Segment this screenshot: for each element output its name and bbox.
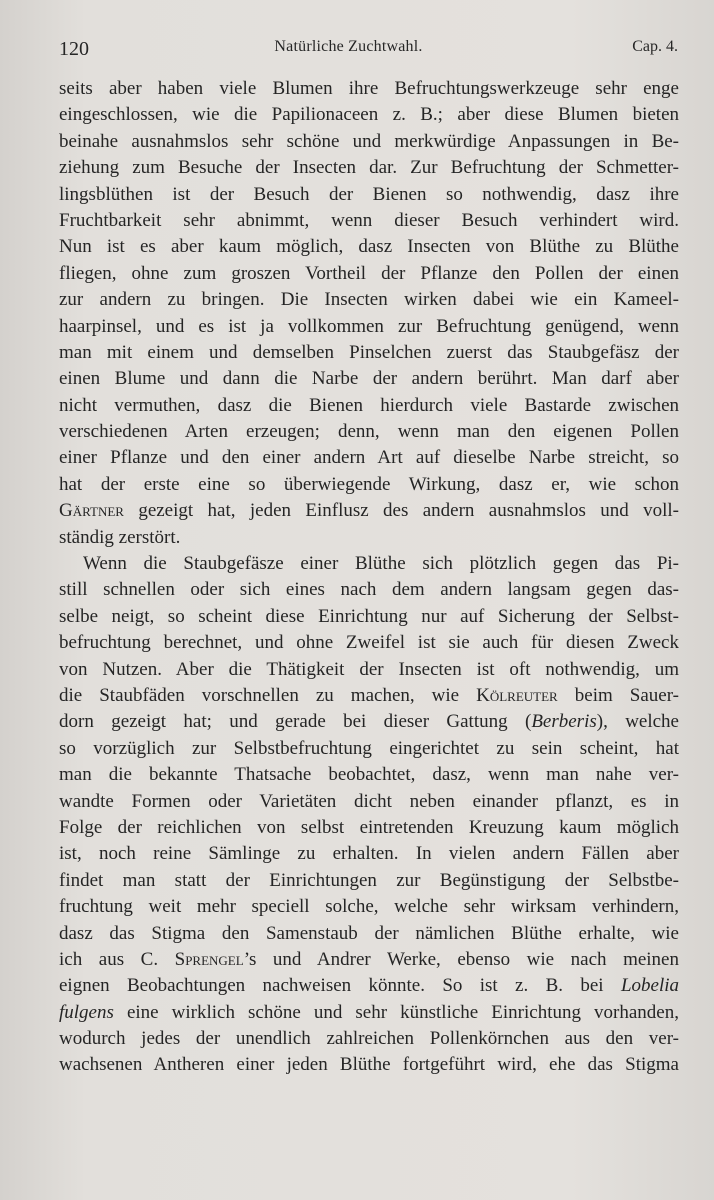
text-line bbox=[59, 604, 679, 630]
text-line bbox=[59, 419, 679, 445]
text-line bbox=[59, 155, 679, 181]
text-line bbox=[59, 736, 679, 762]
text-run: wandte Formen oder Varietäten dicht neben einander pflanzt, es in bbox=[59, 790, 679, 812]
text-run: eignen Beobachtungen nachweisen könnte. So ist z. B. bei bbox=[59, 975, 621, 997]
text-line bbox=[59, 657, 679, 683]
text-line bbox=[59, 393, 679, 419]
text-line bbox=[59, 577, 679, 603]
text-line bbox=[59, 841, 679, 867]
text-run: Nun ist es aber kaum möglich, dasz Insecten von Blüthe zu Blüthe bbox=[59, 236, 679, 258]
text-run: wodurch jedes der unendlich zahlreichen Pollenkörnchen aus den ver- bbox=[59, 1028, 679, 1050]
text-line bbox=[59, 314, 679, 340]
text-line bbox=[59, 894, 679, 920]
text-line bbox=[59, 551, 679, 577]
text-line bbox=[59, 921, 679, 947]
text-line bbox=[59, 182, 679, 208]
text-run: ich aus C. bbox=[59, 948, 175, 970]
text-run: nicht vermuthen, dasz die Bienen hierdurch viele Bastarde zwischen bbox=[59, 394, 679, 416]
text-run: findet man statt der Einrichtungen zur Begünstigung der Selbstbe- bbox=[59, 869, 679, 891]
text-run: selbe neigt, so scheint diese Einrichtung nur auf Sicherung der Selbst- bbox=[59, 605, 679, 627]
author-name: Sprengel bbox=[174, 948, 244, 970]
text-run: hat der erste eine so überwiegende Wirkung, dasz er, wie schon bbox=[59, 473, 679, 495]
text-run: die Staubfäden vorschnellen zu machen, wie bbox=[59, 684, 477, 706]
italic-term: Berberis bbox=[531, 711, 597, 733]
text-line bbox=[59, 683, 679, 709]
text-run: seits aber haben viele Blumen ihre Befruchtungswerkzeuge sehr enge bbox=[59, 78, 679, 99]
text-run: gezeigt hat, jeden Einflusz des andern ausnahmslos und voll- bbox=[123, 500, 679, 522]
text-line bbox=[59, 525, 679, 551]
text-line bbox=[59, 102, 679, 128]
text-line bbox=[59, 76, 679, 102]
chapter-label: Cap. 4. bbox=[632, 38, 678, 55]
page-number: 120 bbox=[59, 38, 89, 60]
text-run: ist, noch reine Sämlinge zu erhalten. In vielen andern Fällen aber bbox=[59, 843, 679, 865]
text-run: man die bekannte Thatsache beobachtet, dasz, wenn man nahe ver- bbox=[59, 764, 679, 786]
text-run: beim Sauer- bbox=[557, 684, 679, 706]
text-line bbox=[59, 1000, 679, 1026]
text-run: einer Pflanze und den einer andern Art auf dieselbe Narbe streicht, so bbox=[59, 447, 679, 469]
running-head bbox=[59, 38, 678, 64]
text-line bbox=[59, 261, 679, 287]
text-run: verschiedenen Arten erzeugen; denn, wenn man den eigenen Pollen bbox=[59, 421, 679, 443]
text-line bbox=[59, 234, 679, 260]
italic-term: fulgens bbox=[59, 1001, 114, 1023]
body-text bbox=[59, 76, 679, 1079]
italic-term: Lobelia bbox=[620, 975, 679, 997]
text-line bbox=[59, 868, 679, 894]
text-line bbox=[59, 340, 679, 366]
text-line bbox=[59, 366, 679, 392]
text-run: lingsblüthen ist der Besuch der Bienen so nothwendig, dasz ihre bbox=[59, 183, 679, 205]
text-run: ), welche bbox=[596, 711, 679, 733]
text-line bbox=[59, 815, 679, 841]
text-line bbox=[59, 1052, 679, 1078]
text-line bbox=[59, 498, 679, 524]
text-run: eine wirklich schöne und sehr künstliche Einrichtung vorhanden, bbox=[113, 1001, 679, 1023]
text-line bbox=[59, 789, 679, 815]
text-run: zur andern zu bringen. Die Insecten wirken dabei wie ein Kameel- bbox=[59, 289, 679, 311]
text-line bbox=[59, 947, 679, 973]
text-run: Fruchtbarkeit sehr abnimmt, wenn dieser Besuch verhindert wird. bbox=[59, 209, 679, 231]
text-line bbox=[59, 287, 679, 313]
text-line bbox=[59, 973, 679, 999]
author-name: Gärtner bbox=[59, 500, 124, 522]
text-run: eingeschlossen, wie die Papilionaceen z. B.; aber diese Blumen bieten bbox=[59, 104, 679, 126]
text-line bbox=[59, 208, 679, 234]
text-run: so vorzüglich zur Selbstbefruchtung eingerichtet zu sein scheint, hat bbox=[59, 737, 679, 759]
text-run: einen Blume und dann die Narbe der andern berührt. Man darf aber bbox=[59, 368, 679, 390]
running-title: Natürliche Zuchtwahl. bbox=[274, 38, 423, 55]
text-run: fruchtung weit mehr speciell solche, welche sehr wirksam verhindern, bbox=[59, 896, 679, 918]
text-run: Wenn die Staubgefäsze einer Blüthe sich plötzlich gegen das Pi- bbox=[83, 553, 679, 575]
text-run: fliegen, ohne zum groszen Vortheil der Pflanze den Pollen der einen bbox=[59, 262, 679, 284]
text-run: dorn gezeigt hat; und gerade bei dieser Gattung ( bbox=[59, 711, 532, 733]
text-run: man mit einem und demselben Pinselchen zuerst das Staubgefäsz der bbox=[59, 341, 679, 363]
author-name: Kölreuter bbox=[476, 684, 558, 706]
text-line bbox=[59, 472, 679, 498]
text-run: befruchtung berechnet, und ohne Zweifel ist sie auch für diesen Zweck bbox=[59, 632, 679, 654]
text-run: Folge der reichlichen von selbst eintretenden Kreuzung kaum möglich bbox=[59, 816, 679, 838]
text-run: haarpinsel, und es ist ja vollkommen zur Befruchtung genügend, wenn bbox=[59, 315, 679, 337]
text-line bbox=[59, 630, 679, 656]
text-run: ’s und Andrer Werke, ebenso wie nach meinen bbox=[243, 948, 679, 970]
text-line bbox=[59, 762, 679, 788]
text-run: ziehung zum Besuche der Insecten dar. Zur Befruchtung der Schmetter- bbox=[59, 157, 679, 179]
text-line bbox=[59, 709, 679, 735]
text-run: still schnellen oder sich eines nach dem andern langsam gegen das- bbox=[59, 579, 679, 601]
text-run: ständig zerstört. bbox=[59, 526, 181, 548]
text-run: von Nutzen. Aber die Thätigkeit der Insecten ist oft nothwendig, um bbox=[59, 658, 679, 680]
text-run: beinahe ausnahmslos sehr schöne und merkwürdige Anpassungen in Be- bbox=[59, 130, 679, 152]
text-line bbox=[59, 445, 679, 471]
text-line bbox=[59, 129, 679, 155]
text-line bbox=[59, 1026, 679, 1052]
text-run: wachsenen Antheren einer jeden Blüthe fortgeführt wird, ehe das Stigma bbox=[59, 1054, 679, 1076]
text-run: dasz das Stigma den Samenstaub der nämlichen Blüthe erhalte, wie bbox=[59, 922, 679, 944]
